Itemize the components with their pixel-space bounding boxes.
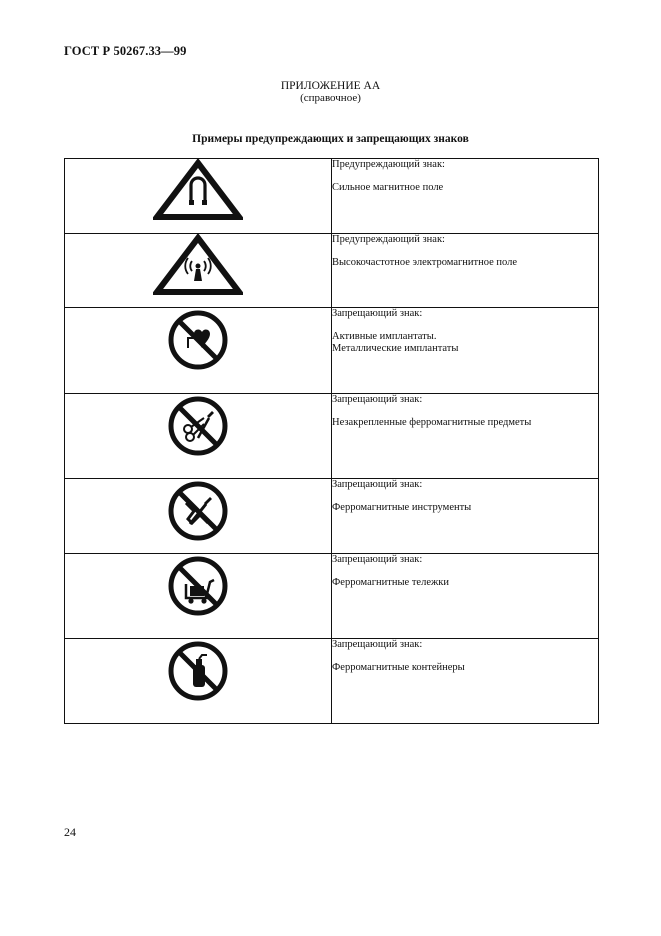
- sign-kind: Запрещающий знак:: [332, 394, 423, 405]
- appendix-subtitle: (справочное): [300, 92, 361, 104]
- warning-radiation-icon: [153, 234, 243, 296]
- table-row: [65, 479, 599, 554]
- sign-text: Незакрепленные ферромагнитные предметы: [332, 417, 532, 428]
- sign-cell: [65, 159, 332, 234]
- sign-cell: [65, 479, 332, 554]
- table-title: Примеры предупреждающих и запрещающих знаков: [192, 133, 469, 145]
- warning-magnet-icon: [153, 159, 243, 221]
- sign-text: Активные имплантаты.: [332, 331, 437, 342]
- page-number: 24: [64, 825, 76, 839]
- no-trolley-icon: [166, 554, 230, 618]
- sign-kind: Запрещающий знак:: [332, 554, 423, 565]
- appendix-title: ПРИЛОЖЕНИЕ АА: [280, 80, 381, 92]
- document-code: ГОСТ Р 50267.33—99: [64, 44, 187, 58]
- sign-description: [332, 234, 599, 308]
- sign-description: [332, 479, 599, 554]
- sign-cell: [65, 234, 332, 308]
- appendix-heading: [0, 80, 661, 104]
- no-loose-objects-icon: [166, 394, 230, 458]
- sign-text: Высокочастотное электромагнитное поле: [332, 257, 518, 268]
- sign-text: Металлические имплантаты: [332, 343, 459, 354]
- sign-description: [332, 308, 599, 394]
- table-row: [65, 159, 599, 234]
- sign-description: [332, 159, 599, 234]
- sign-cell: [65, 554, 332, 639]
- table-row: [65, 639, 599, 724]
- no-tools-icon: [166, 479, 230, 543]
- sign-cell: [65, 639, 332, 724]
- sign-cell: [65, 308, 332, 394]
- sign-text: Ферромагнитные тележки: [332, 577, 449, 588]
- sign-cell: [65, 394, 332, 479]
- sign-description: [332, 394, 599, 479]
- sign-text: Ферромагнитные контейнеры: [332, 662, 465, 673]
- sign-text: Сильное магнитное поле: [332, 182, 444, 193]
- sign-kind: Запрещающий знак:: [332, 308, 423, 319]
- no-implants-icon: [166, 308, 230, 372]
- signs-table: [64, 158, 599, 724]
- sign-kind: Запрещающий знак:: [332, 479, 423, 490]
- sign-text: Ферромагнитные инструменты: [332, 502, 472, 513]
- sign-description: [332, 554, 599, 639]
- table-row: [65, 394, 599, 479]
- sign-description: [332, 639, 599, 724]
- sign-kind: Предупреждающий знак:: [332, 234, 445, 245]
- sign-kind: Предупреждающий знак:: [332, 159, 445, 170]
- table-row: [65, 234, 599, 308]
- table-row: [65, 554, 599, 639]
- no-container-icon: [166, 639, 230, 703]
- table-row: [65, 308, 599, 394]
- sign-kind: Запрещающий знак:: [332, 639, 423, 650]
